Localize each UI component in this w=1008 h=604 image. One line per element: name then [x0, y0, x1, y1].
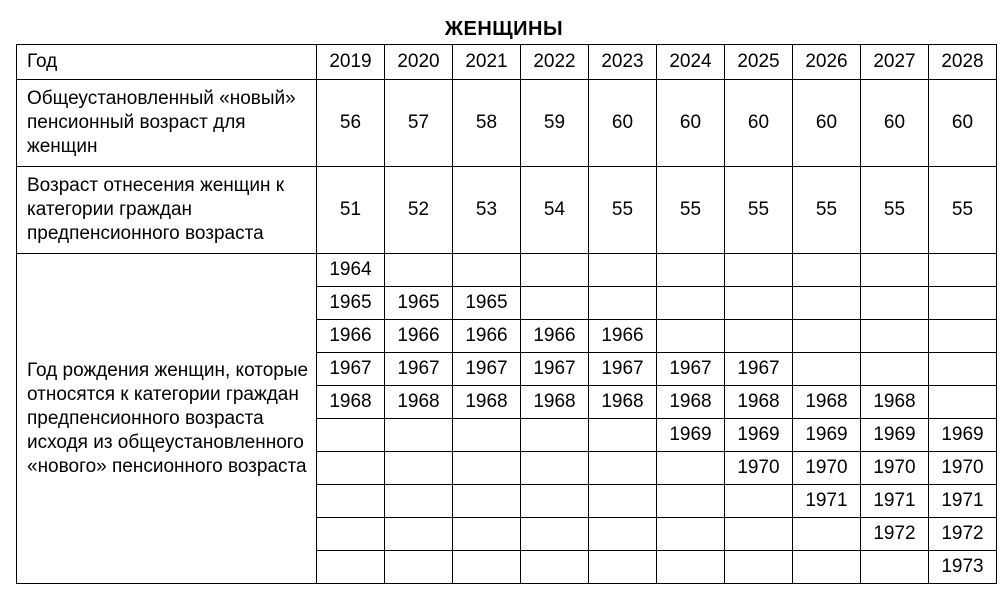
prepension-age-cell: 54	[521, 167, 589, 254]
birth-year-cell	[453, 254, 521, 287]
birth-year-cell: 1969	[861, 419, 929, 452]
prepension-age-cell: 55	[793, 167, 861, 254]
retirement-age-cell: 57	[385, 80, 453, 167]
birth-year-cell	[385, 485, 453, 518]
birth-year-cell: 1972	[929, 518, 997, 551]
birth-year-cell: 1968	[725, 386, 793, 419]
birth-year-cell: 1967	[589, 353, 657, 386]
retirement-age-cell: 60	[929, 80, 997, 167]
retirement-age-cell: 59	[521, 80, 589, 167]
year-header-cell: 2019	[317, 45, 385, 80]
birth-year-cell: 1971	[793, 485, 861, 518]
birth-year-row	[17, 254, 997, 287]
birth-year-cell: 1968	[317, 386, 385, 419]
birth-year-cell	[521, 485, 589, 518]
birth-year-cell	[589, 287, 657, 320]
birth-year-cell: 1966	[589, 320, 657, 353]
birth-year-cell	[589, 551, 657, 584]
birth-year-cell	[861, 287, 929, 320]
birth-year-cell	[929, 353, 997, 386]
birth-year-cell	[929, 320, 997, 353]
birth-year-cell: 1969	[657, 419, 725, 452]
birth-year-cell	[317, 551, 385, 584]
birth-year-cell	[929, 386, 997, 419]
year-header-cell: 2021	[453, 45, 521, 80]
birth-year-cell: 1968	[793, 386, 861, 419]
birth-year-cell: 1969	[793, 419, 861, 452]
retirement-age-label: Общеустановленный «новый» пенсионный возраст для женщин	[17, 80, 317, 167]
year-header-cell: 2023	[589, 45, 657, 80]
header-label-cell: Год	[17, 45, 317, 80]
birth-year-cell	[385, 452, 453, 485]
birth-year-cell: 1972	[861, 518, 929, 551]
birth-year-cell	[657, 551, 725, 584]
birth-year-cell	[453, 551, 521, 584]
birth-year-cell	[521, 518, 589, 551]
birth-year-cell	[861, 320, 929, 353]
prepension-age-label: Возраст отнесения женщин к категории граждан предпенсионного возраста	[17, 167, 317, 254]
birth-year-cell	[521, 452, 589, 485]
birth-year-cell	[725, 320, 793, 353]
birth-year-cell	[929, 254, 997, 287]
birth-year-cell: 1966	[385, 320, 453, 353]
birth-year-cell	[453, 419, 521, 452]
birth-year-cell: 1968	[385, 386, 453, 419]
birth-year-cell	[725, 551, 793, 584]
birth-year-cell: 1970	[861, 452, 929, 485]
birth-year-cell	[929, 287, 997, 320]
birth-year-cell: 1968	[521, 386, 589, 419]
prepension-age-cell: 55	[725, 167, 793, 254]
retirement-age-cell: 56	[317, 80, 385, 167]
year-header-cell: 2025	[725, 45, 793, 80]
birth-year-cell	[657, 287, 725, 320]
birth-year-cell	[589, 452, 657, 485]
birth-year-cell: 1968	[453, 386, 521, 419]
birth-year-cell	[793, 353, 861, 386]
prepension-age-cell: 55	[589, 167, 657, 254]
retirement-age-cell: 60	[725, 80, 793, 167]
birth-year-cell	[453, 452, 521, 485]
birth-year-cell	[589, 518, 657, 551]
birth-year-cell	[793, 254, 861, 287]
birth-year-cell: 1966	[521, 320, 589, 353]
birth-year-cell: 1971	[929, 485, 997, 518]
birth-year-cell	[861, 254, 929, 287]
birth-year-cell	[657, 518, 725, 551]
birth-year-cell: 1969	[929, 419, 997, 452]
birth-year-cell	[657, 452, 725, 485]
birth-year-cell	[793, 551, 861, 584]
year-header-cell: 2020	[385, 45, 453, 80]
birth-year-cell	[725, 518, 793, 551]
birth-year-cell	[793, 287, 861, 320]
birth-year-cell	[385, 254, 453, 287]
birth-year-cell	[317, 452, 385, 485]
birth-year-cell: 1967	[317, 353, 385, 386]
birth-year-cell	[861, 353, 929, 386]
birth-year-cell: 1967	[521, 353, 589, 386]
birth-year-cell: 1965	[385, 287, 453, 320]
birth-year-cell: 1964	[317, 254, 385, 287]
birth-year-cell: 1971	[861, 485, 929, 518]
prepension-age-cell: 55	[657, 167, 725, 254]
birth-year-cell: 1973	[929, 551, 997, 584]
birth-year-cell	[453, 485, 521, 518]
birth-year-cell	[317, 485, 385, 518]
birth-year-cell	[589, 485, 657, 518]
prepension-age-cell: 55	[861, 167, 929, 254]
birth-year-cell: 1970	[929, 452, 997, 485]
birth-year-cell: 1967	[725, 353, 793, 386]
birth-year-cell	[453, 518, 521, 551]
prepension-age-cell: 52	[385, 167, 453, 254]
birth-year-cell	[521, 254, 589, 287]
birth-year-cell	[589, 419, 657, 452]
year-header-cell: 2026	[793, 45, 861, 80]
birth-year-cell: 1966	[453, 320, 521, 353]
birth-year-cell	[657, 320, 725, 353]
birth-year-cell	[725, 287, 793, 320]
year-header-cell: 2022	[521, 45, 589, 80]
retirement-age-row	[17, 80, 997, 167]
retirement-age-cell: 60	[657, 80, 725, 167]
year-header-cell: 2028	[929, 45, 997, 80]
birth-year-cell	[385, 419, 453, 452]
prepension-age-cell: 53	[453, 167, 521, 254]
birth-year-cell: 1968	[657, 386, 725, 419]
birth-year-cell	[589, 254, 657, 287]
birth-year-cell: 1965	[453, 287, 521, 320]
birth-year-cell	[725, 485, 793, 518]
birth-year-cell	[861, 551, 929, 584]
birth-year-cell: 1969	[725, 419, 793, 452]
year-header-cell: 2024	[657, 45, 725, 80]
prepension-age-cell: 55	[929, 167, 997, 254]
birth-year-cell	[521, 287, 589, 320]
birth-year-cell	[725, 254, 793, 287]
header-row	[17, 45, 997, 80]
birth-year-cell: 1967	[385, 353, 453, 386]
birth-year-cell: 1968	[589, 386, 657, 419]
prepension-age-cell: 51	[317, 167, 385, 254]
birth-year-cell	[317, 518, 385, 551]
birth-year-cell: 1966	[317, 320, 385, 353]
retirement-age-cell: 60	[589, 80, 657, 167]
birth-year-cell: 1967	[453, 353, 521, 386]
birth-year-cell: 1967	[657, 353, 725, 386]
table-title: ЖЕНЩИНЫ	[444, 18, 564, 40]
retirement-age-cell: 58	[453, 80, 521, 167]
prepension-age-row	[17, 167, 997, 254]
birth-year-cell	[793, 518, 861, 551]
birth-year-cell: 1970	[725, 452, 793, 485]
birth-year-cell	[317, 419, 385, 452]
year-header-cell: 2027	[861, 45, 929, 80]
birth-year-cell	[385, 551, 453, 584]
birth-years-label: Год рождения женщин, которые относятся к категории граждан предпенсионного возраста исходя из общеустановленного «нового» пенсионного возраста	[17, 254, 317, 584]
birth-year-cell	[521, 419, 589, 452]
birth-year-cell	[657, 254, 725, 287]
birth-year-cell	[657, 485, 725, 518]
birth-year-cell	[793, 320, 861, 353]
women-retirement-table	[16, 44, 997, 584]
birth-year-cell: 1968	[861, 386, 929, 419]
birth-year-cell	[521, 551, 589, 584]
retirement-age-cell: 60	[793, 80, 861, 167]
birth-year-cell: 1965	[317, 287, 385, 320]
retirement-age-cell: 60	[861, 80, 929, 167]
birth-year-cell	[385, 518, 453, 551]
birth-year-cell: 1970	[793, 452, 861, 485]
